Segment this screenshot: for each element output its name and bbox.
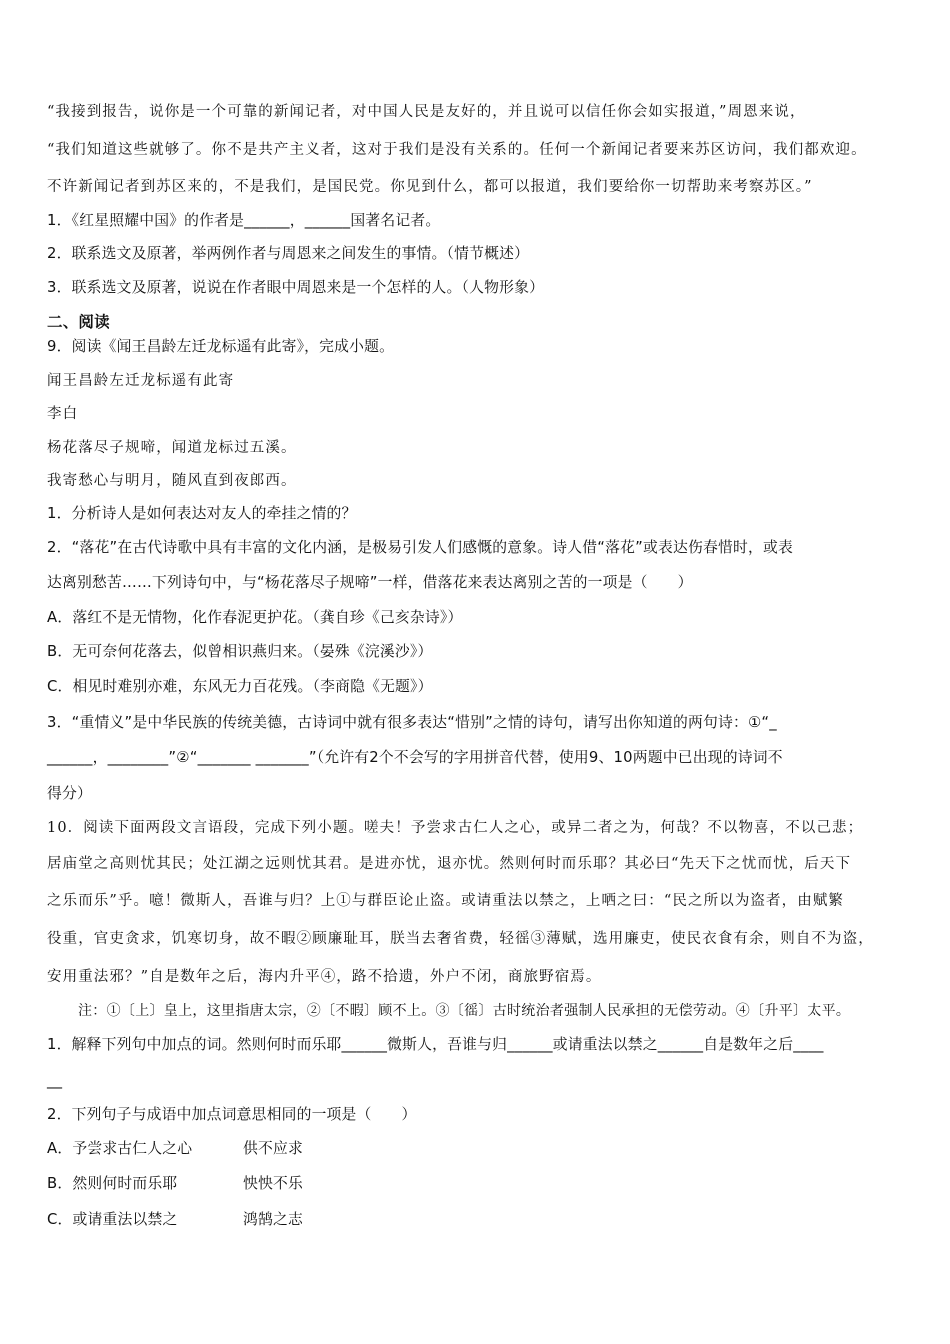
q9-option-b: B．无可奈何花落去，似曾相识燕归来。（晏殊《浣溪沙》） <box>47 643 433 660</box>
q9-sub-2-line-1: 2．“落花”在古代诗歌中具有丰富的文化内涵，是极易引发人们感慨的意象。诗人借“落花”或表达伤春惜时，或表 <box>47 539 793 556</box>
q9-option-c: C．相见时难别亦难，东风无力百花残。（李商隐《无题》） <box>47 678 433 695</box>
q9-sub-3-line-2: ______，________”②“_______ _______”（允许有2个不会写的字用拼音代替，使用9、10两题中已出现的诗词不 <box>47 749 783 766</box>
poem-author: 李白 <box>47 406 79 422</box>
q9-sub-2-line-2: 达离别愁苦……下列诗句中，与“杨花落尽子规啼”一样，借落花来表达离别之苦的一项是（ ） <box>47 574 693 591</box>
q10-option-c-sentence: C．或请重法以禁之 <box>47 1211 178 1228</box>
q10-text-line-5: 安用重法邪？”自是数年之后，海内升平④，路不拾遗，外户不闭，商旅野宿焉。 <box>47 969 602 985</box>
poem-line-1: 杨花落尽子规啼，闻道龙标过五溪。 <box>47 440 297 456</box>
q10-option-b <box>47 1173 912 1195</box>
q10-option-b-sentence: B．然则何时而乐耶 <box>47 1175 178 1192</box>
q10-text-line-1: 10．阅读下面两段文言语段，完成下列小题。嗟夫！予尝求古仁人之心，或异二者之为，何哉？不以物喜，不以己悲； <box>47 820 864 836</box>
q9-option-a: A．落红不是无情物，化作春泥更护花。（龚自珍《己亥杂诗》） <box>47 609 463 626</box>
q8-sub-1: 1．《红星照耀中国》的作者是______，______国著名记者。 <box>47 212 441 229</box>
poem-title: 闻王昌龄左迁龙标遥有此寄 <box>47 373 235 389</box>
q9-sub-1: 1．分析诗人是如何表达对友人的牵挂之情的？ <box>47 505 357 522</box>
q9-sub-3-line-1: 3．“重情义”是中华民族的传统美德，古诗词中就有很多表达“惜别”之情的诗句，请写出你知道的两句诗：①“_ <box>47 714 777 731</box>
q10-option-c-idiom: 鸿鹄之志 <box>243 1211 303 1228</box>
q10-text-line-2: 居庙堂之高则忧其民；处江湖之远则忧其君。是进亦忧，退亦忧。然则何时而乐耶？其必曰“先天下之忧而忧，后天下 <box>47 856 852 872</box>
passage-line-2: “我们知道这些就够了。你不是共产主义者，这对于我们是没有关系的。任何一个新闻记者要来苏区访问，我们都欢迎。 <box>47 142 867 158</box>
q10-sub-1-line-2: __ <box>47 1072 63 1089</box>
q10-text-line-3: 之乐而乐”乎。噫！微斯人，吾谁与归？上①与群臣论止盗。或请重法以禁之，上哂之曰：“民之所以为盗者，由赋繁 <box>47 893 845 909</box>
q8-sub-3: 3．联系选文及原著，说说在作者眼中周恩来是一个怎样的人。（人物形象） <box>47 279 545 296</box>
q9-prompt: 9．阅读《闻王昌龄左迁龙标遥有此寄》，完成小题。 <box>47 338 395 355</box>
poem-line-2: 我寄愁心与明月，随风直到夜郎西。 <box>47 473 297 489</box>
passage-line-1: “我接到报告，说你是一个可靠的新闻记者，对中国人民是友好的，并且说可以信任你会如实报道，”周恩来说， <box>47 104 806 120</box>
q10-sub-1-line-1: 1．解释下列句中加点的词。然则何时而乐耶______微斯人，吾谁与归______或请重法以禁之______自是数年之后____ <box>47 1036 824 1053</box>
q10-option-b-idiom: 怏怏不乐 <box>243 1175 303 1192</box>
q10-option-a <box>47 1138 912 1160</box>
passage-line-3: 不许新闻记者到苏区来的，不是我们，是国民党。你见到什么，都可以报道，我们要给你一切帮助来考察苏区。” <box>47 179 813 195</box>
q10-option-a-idiom: 供不应求 <box>243 1140 303 1157</box>
q8-sub-2: 2．联系选文及原著，举两例作者与周恩来之间发生的事情。（情节概述） <box>47 245 530 262</box>
q10-text-line-4: 役重，官吏贪求，饥寒切身，故不暇②顾廉耻耳，朕当去奢省费，轻徭③薄赋，选用廉吏，使民衣食有余，则自不为盗， <box>47 931 874 947</box>
q10-note: 注：①〔上〕皇上，这里指唐太宗，②〔不暇〕顾不上。③〔徭〕古时统治者强制人民承担的无偿劳动。④〔升平〕太平。 <box>78 1003 851 1019</box>
q10-option-a-sentence: A．予尝求古仁人之心 <box>47 1140 193 1157</box>
q10-option-c <box>47 1209 912 1231</box>
q10-sub-2: 2．下列句子与成语中加点词意思相同的一项是（ ） <box>47 1106 417 1123</box>
section-title: 二、阅读 <box>47 313 110 331</box>
q9-sub-3-line-3: 得分） <box>47 785 92 802</box>
